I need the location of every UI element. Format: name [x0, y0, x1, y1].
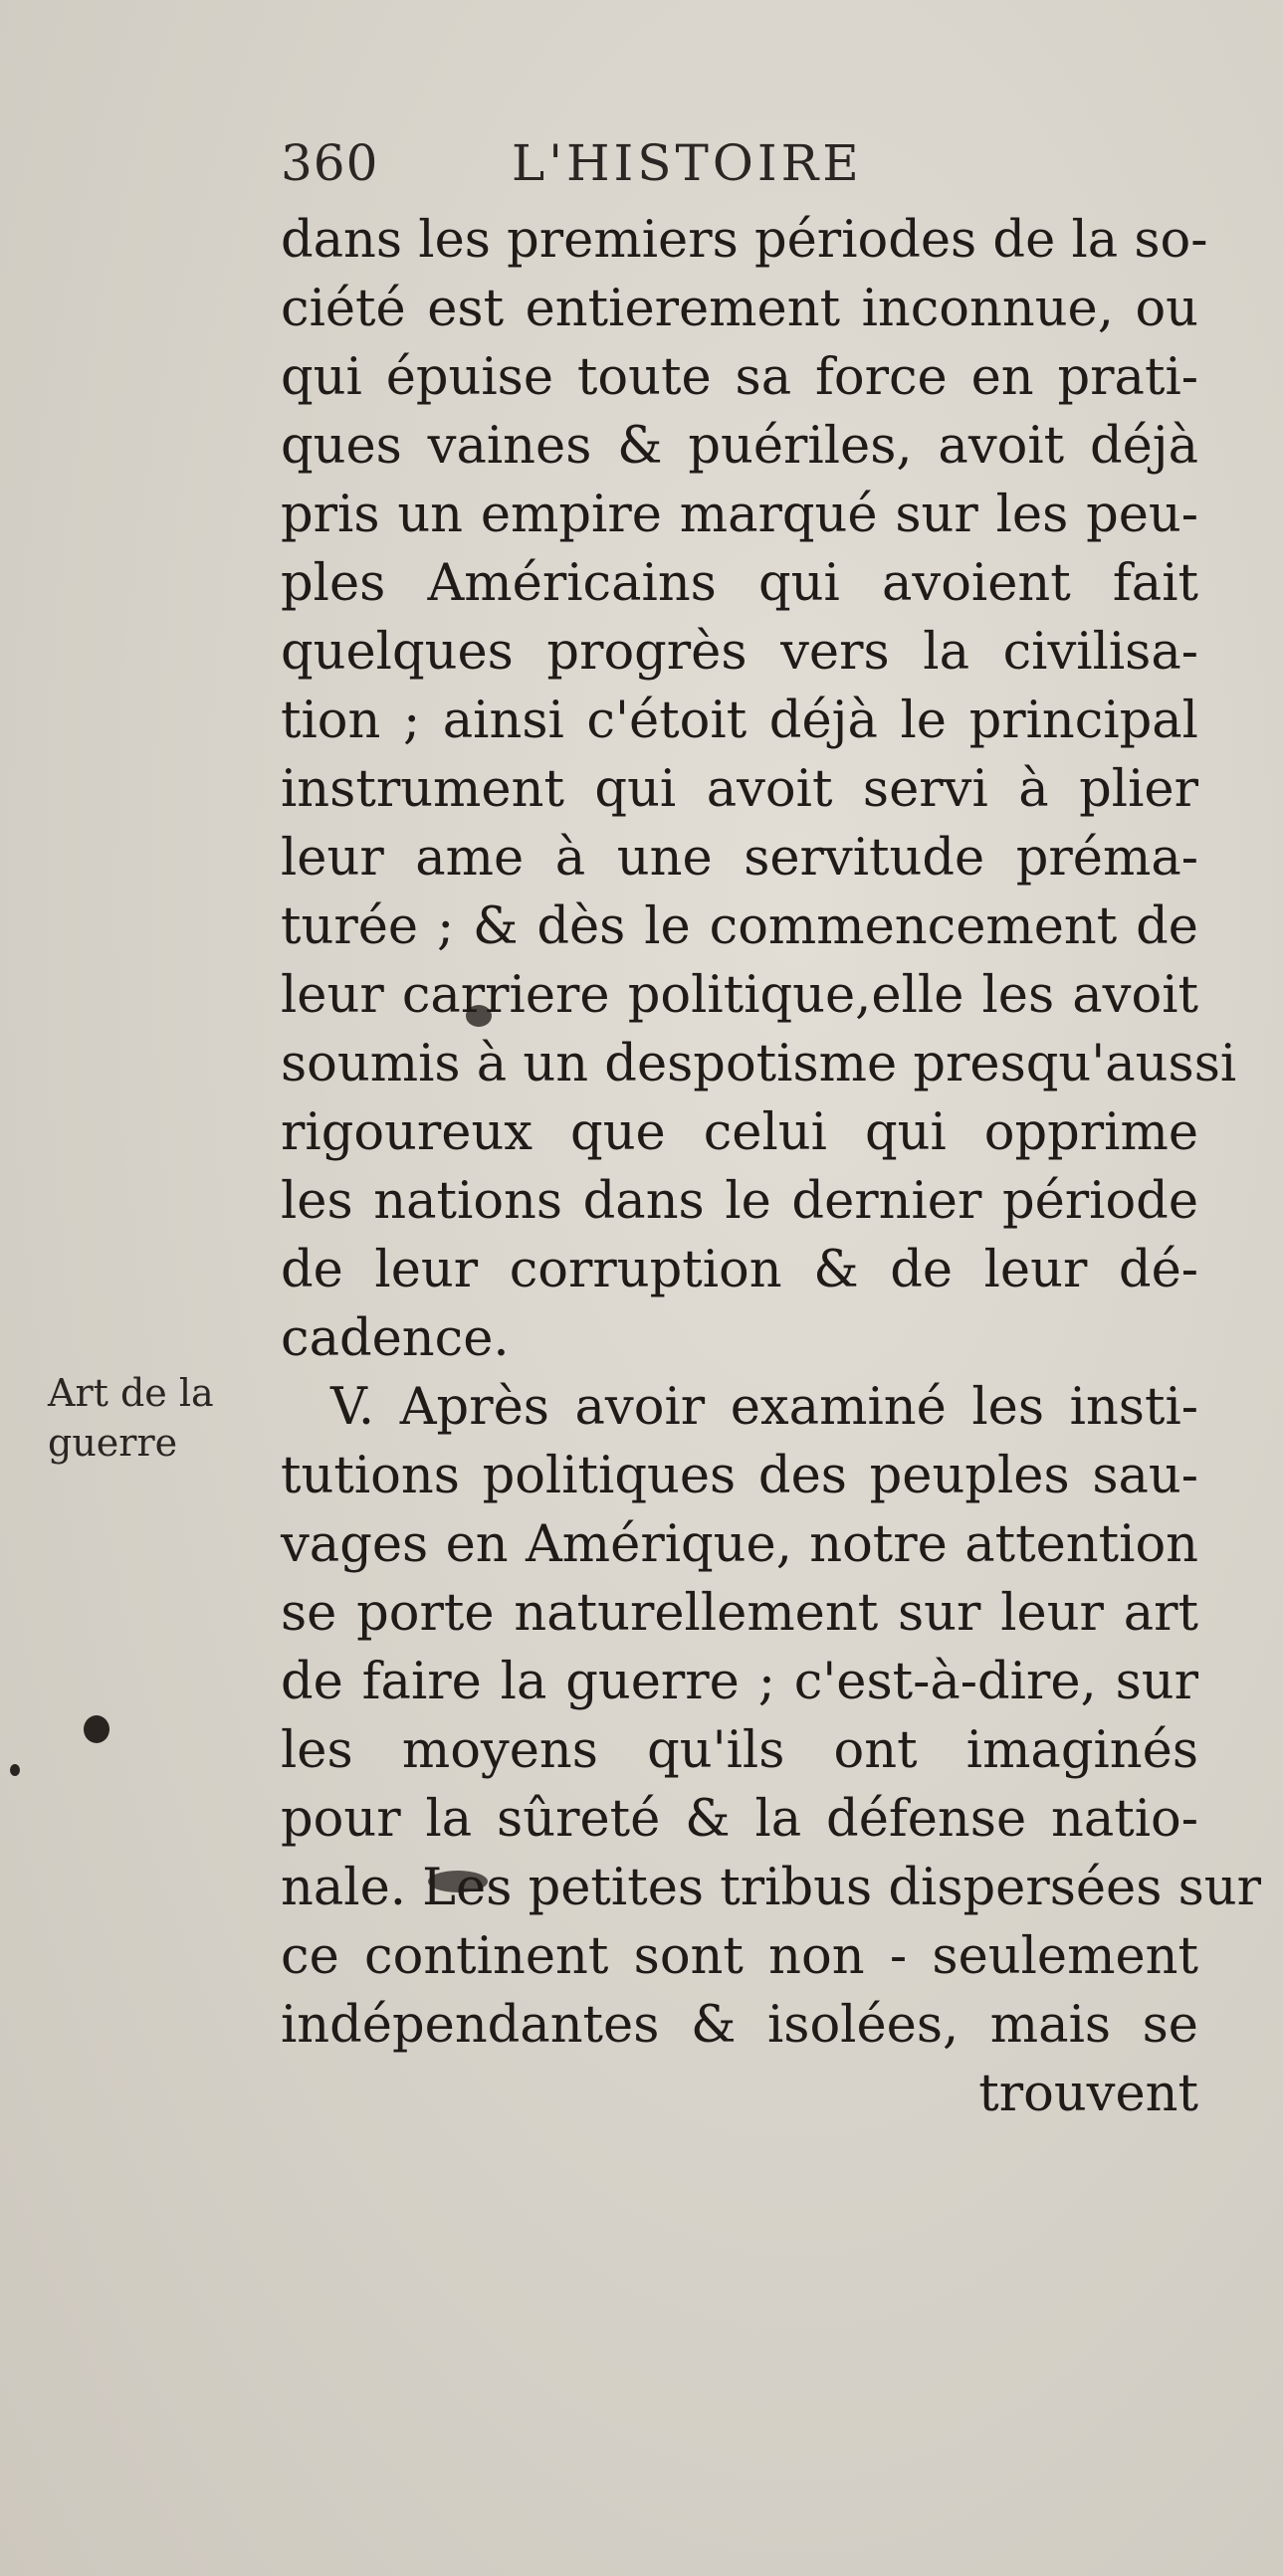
- text-line: ples Américains qui avoient fait: [281, 554, 1198, 613]
- text-line: les moyens qu'ils ont imaginés: [281, 1721, 1198, 1780]
- text-line: tutions politiques des peuples sau-: [281, 1447, 1198, 1505]
- text-line: soumis à un despotisme presqu'aussi: [281, 1035, 1237, 1093]
- ink-spot: [10, 1764, 20, 1776]
- text-line: quelques progrès vers la civilisa-: [281, 623, 1198, 682]
- text-line: ques vaines & puériles, avoit déjà: [281, 417, 1198, 476]
- text-line: les nations dans le dernier période: [281, 1172, 1198, 1231]
- text-line: nale. Les petites tribus dispersées sur: [281, 1859, 1262, 1917]
- page-number: 360: [281, 134, 379, 192]
- text-line: ce continent sont non - seulement: [281, 1927, 1198, 1986]
- text-line: pris un empire marqué sur les peu-: [281, 486, 1198, 544]
- ink-spot: [84, 1715, 109, 1743]
- text-line: pour la sûreté & la défense natio-: [281, 1790, 1198, 1849]
- text-line: ciété est entierement inconnue, ou: [281, 280, 1198, 338]
- text-line: de faire la guerre ; c'est-à-dire, sur: [281, 1653, 1198, 1711]
- text-line: dans les premiers périodes de la so-: [281, 211, 1208, 270]
- running-title: L'HISTOIRE: [512, 134, 863, 192]
- text-line: V. Après avoir examiné les insti-: [330, 1378, 1198, 1437]
- text-line: se porte naturellement sur leur art: [281, 1584, 1198, 1643]
- text-line: instrument qui avoit servi à plier: [281, 760, 1198, 819]
- text-line: rigoureux que celui qui opprime: [281, 1103, 1198, 1162]
- text-line: de leur corruption & de leur dé-: [281, 1241, 1198, 1299]
- text-line: indépendantes & isolées, mais se: [281, 1996, 1198, 2055]
- text-line: qui épuise toute sa force en prati-: [281, 348, 1198, 407]
- text-line: turée ; & dès le commencement de: [281, 897, 1198, 956]
- page-header: [281, 134, 1017, 194]
- margin-note-line-2: guerre: [48, 1421, 178, 1465]
- text-line: cadence.: [281, 1309, 510, 1368]
- text-line: leur ame à une servitude préma-: [281, 829, 1198, 888]
- text-line: leur carriere politique,elle les avoit: [281, 966, 1198, 1025]
- catchword: trouvent: [978, 2065, 1198, 2123]
- text-line: vages en Amérique, notre attention: [281, 1515, 1198, 1574]
- margin-note-line-1: Art de la: [48, 1371, 214, 1415]
- text-line: tion ; ainsi c'étoit déjà le principal: [281, 692, 1198, 750]
